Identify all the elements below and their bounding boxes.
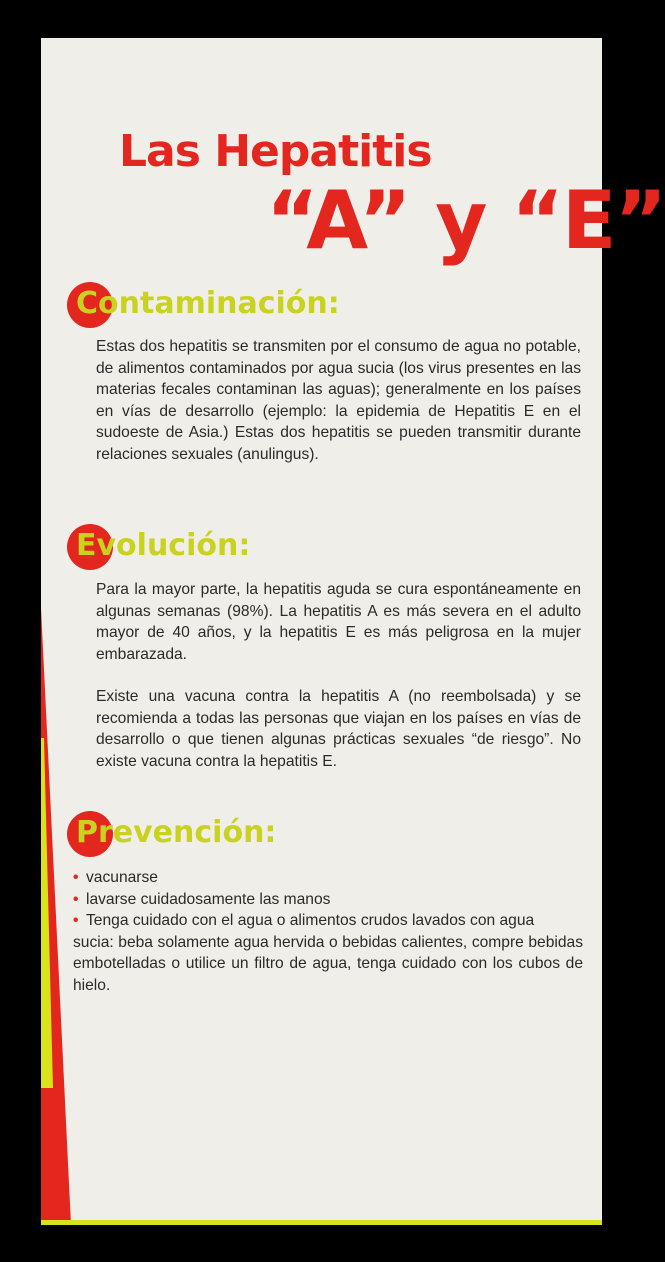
title-line-2: “A” y “E”: [266, 174, 665, 267]
evolucion-paragraph-2: Existe una vacuna contra la hepatitis A (no reembolsada) y se recomienda a todas las personas que viajan en los países en vías de desarrollo o que tienen algunas prácticas sexuales “de riesgo”. No existe vacuna contra la hepatitis E.: [96, 688, 581, 770]
contaminacion-paragraph: Estas dos hepatitis se transmiten por el consumo de agua no potable, de alimentos contaminados por agua sucia (los virus presentes en las materias fecales contaminan las aguas); generalmente en los países en vías de desarrollo (ejemplo: la epidemia de Hepatitis E en el sudoeste de Asia.) Estas dos hepatitis se pueden transmitir durante relaciones sexuales (anulingus).: [96, 338, 581, 463]
list-item: • vacunarse: [73, 867, 583, 889]
bullet-dot-icon: •: [73, 869, 79, 886]
evolucion-paragraph-1: Para la mayor parte, la hepatitis aguda se cura espontáneamente en algunas semanas (98%). La hepatitis A es más severa en el adulto mayor de 40 años, y la hepatitis E es más peligrosa en la mujer embarazada.: [96, 581, 581, 663]
bullet-dot-icon: •: [73, 912, 79, 929]
list-item-continuation: sucia: beba solamente agua hervida o bebidas calientes, compre bebidas embotelladas o utilice un filtro de agua, tenga cuidado con los cubos de hielo.: [73, 933, 583, 994]
section-heading-prevencion: [71, 811, 277, 855]
heading-text: Contaminación:: [76, 286, 340, 321]
section-heading-contaminacion: [71, 282, 340, 326]
leaflet-page: [41, 38, 665, 1225]
heading-text: Evolución:: [76, 528, 251, 563]
prevention-list: [73, 867, 583, 996]
bullet-dot-icon: •: [73, 890, 79, 908]
heading-text: Prevención:: [76, 815, 277, 850]
title-line-1: Las Hepatitis: [119, 126, 432, 177]
section-heading-evolucion: [71, 524, 251, 568]
list-item: • Tenga cuidado con el agua o alimentos crudos lavados con agua: [73, 910, 583, 932]
bottom-yellow-edge: [41, 1220, 602, 1225]
list-item: • lavarse cuidadosamente las manos: [73, 889, 583, 911]
